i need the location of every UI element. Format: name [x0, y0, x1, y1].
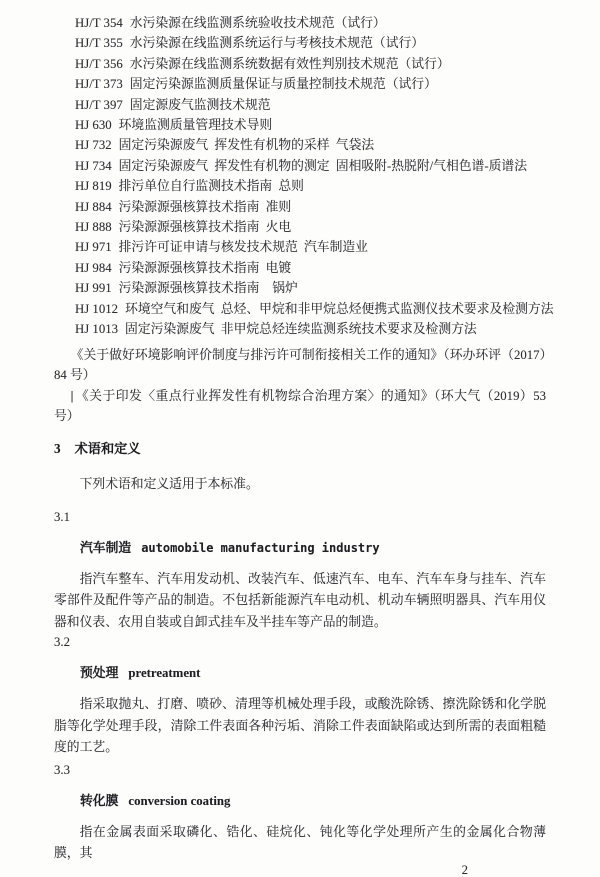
reference-item: [54, 278, 546, 298]
standard-code: HJ/T 397: [75, 97, 123, 112]
standard-code: HJ 734: [75, 158, 112, 173]
notice-citations: [54, 345, 546, 427]
standard-title: 污染源源强核算技术指南 电镀: [118, 260, 292, 275]
term-name-en: pretreatment: [128, 666, 201, 680]
standard-title: 固定污染源废气 挥发性有机物的测定 固相吸附-热脱附/气相色谱-质谱法: [118, 158, 528, 173]
notice-paragraph: [54, 345, 546, 386]
standard-code: HJ 888: [75, 220, 112, 235]
term-definition: 指采取抛丸、打磨、喷砂、清理等机械处理手段，或酸洗除锈、擦洗除锈和化学脱脂等化学处理手段，清除工件表面各种污垢、消除工件表面缺陷或达到所需的表面粗糙度的工艺。: [54, 697, 546, 754]
reference-item: [54, 13, 546, 33]
page-number: 2: [461, 862, 468, 877]
reference-item: [54, 135, 546, 155]
standard-title: 环境空气和废气 总烃、甲烷和非甲烷总烃便携式监测仪技术要求及检测方法: [125, 301, 554, 316]
standard-code: HJ 971: [75, 240, 112, 255]
standard-code: HJ 732: [75, 138, 112, 153]
section-number: 3: [54, 440, 61, 456]
standard-code: HJ 984: [75, 260, 112, 275]
standard-code: HJ 884: [75, 199, 112, 214]
standard-title: 环境监测质量管理技术导则: [118, 118, 273, 133]
standard-code: HJ 991: [75, 281, 112, 296]
reference-item: [54, 197, 546, 217]
standard-title: 排污单位自行监测技术指南 总则: [118, 179, 304, 194]
standard-code: HJ/T 354: [75, 16, 123, 30]
section-intro: 下列术语和定义适用于本标准。: [79, 476, 259, 491]
reference-item: [54, 115, 546, 135]
term-definition: 指在金属表面采取磷化、锆化、硅烷化、钝化等化学处理所产生的金属化合物薄膜，其: [54, 824, 546, 860]
standard-title: 污染源源强核算技术指南 火电: [118, 220, 292, 235]
standard-code: HJ/T 355: [75, 36, 123, 51]
reference-item: [54, 176, 546, 196]
standard-code: HJ 819: [75, 179, 112, 194]
standard-title: 污染源源强核算技术指南 锅炉: [118, 281, 298, 296]
standard-title: 水污染源在线监测系统运行与考核技术规范（试行）: [129, 36, 425, 51]
reference-list: [54, 7, 554, 340]
reference-item: [54, 217, 546, 237]
term-name-en: conversion coating: [128, 793, 231, 808]
standard-title: 排污许可证申请与核发技术规范 汽车制造业: [118, 240, 368, 255]
term-number: 3.3: [54, 762, 70, 777]
standard-title: 污染源源强核算技术指南 准则: [118, 199, 292, 214]
standard-code: HJ 630: [75, 118, 112, 133]
standard-code: HJ 1013: [75, 322, 119, 337]
notice-text: 《关于做好环境影响评价制度与排污许可制衔接相关工作的通知》（环办环评（2017）84 号）: [54, 347, 546, 382]
reference-item: [54, 95, 546, 115]
term-name-zh: 转化膜: [80, 793, 119, 808]
reference-item: [54, 33, 546, 53]
term-name-zh: 汽车制造: [80, 540, 132, 555]
term-name-en: automobile manufacturing industry: [141, 540, 380, 555]
revision-bar: |: [70, 388, 74, 403]
term-heading: [54, 539, 546, 557]
standard-code: HJ 1012: [75, 301, 119, 316]
term-name-zh: 预处理: [80, 666, 119, 680]
reference-item: [54, 156, 546, 176]
notice-text: 《关于印发〈重点行业挥发性有机物综合治理方案〉的通知》（环大气（2019）53 号）: [54, 388, 546, 423]
standard-title: 固定污染源废气 挥发性有机物的采样 气袋法: [118, 138, 375, 153]
term-number: 3.2: [54, 635, 70, 649]
standard-code: HJ/T 373: [75, 77, 123, 92]
reference-item: [54, 319, 546, 339]
standard-title: 固定源废气监测技术规范: [129, 97, 271, 112]
section-title: 术语和定义: [74, 440, 141, 456]
standard-title: 固定污染源废气 非甲烷总烃连续监测系统技术要求及检测方法: [125, 322, 477, 337]
term-heading: [54, 664, 546, 682]
term-number: 3.1: [54, 509, 70, 524]
reference-item: [54, 237, 546, 257]
term-heading: [54, 792, 546, 810]
reference-item: [54, 54, 546, 74]
standard-code: HJ/T 356: [75, 56, 123, 71]
reference-item: [54, 74, 546, 94]
standard-title: 水污染源在线监测系统数据有效性判别技术规范（试行）: [129, 56, 450, 71]
standard-title: 水污染源在线监测系统验收技术规范（试行）: [129, 16, 386, 30]
section-heading: [54, 439, 546, 459]
reference-item: [54, 299, 554, 319]
term-definition: 指汽车整车、汽车用发动机、改装汽车、低速汽车、电车、汽车车身与挂车、汽车零部件及配件等产品的制造。不包括新能源汽车电动机、机动车辆照明器具、汽车用仪器和仪表、农用自装或自卸式挂车及半挂车等产品的制造。: [54, 571, 546, 629]
standard-title: 固定污染源监测质量保证与质量控制技术规范（试行）: [129, 77, 437, 92]
notice-paragraph: [54, 386, 546, 427]
reference-item: [54, 258, 546, 278]
